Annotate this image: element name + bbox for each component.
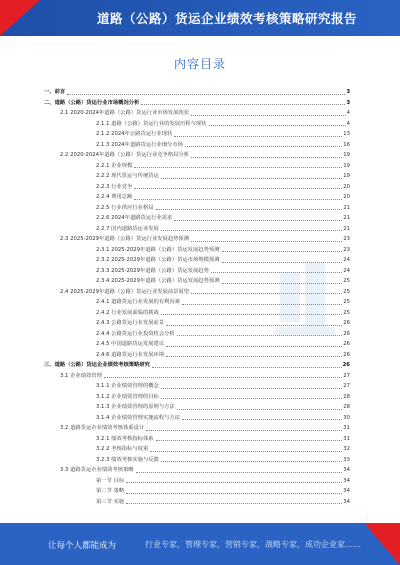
toc-entry-title: 2.4.2 行业发展面临的挑战 <box>96 309 159 316</box>
toc-entry-page: 28 <box>343 404 350 410</box>
toc-entry-title: 3.1.3 企业绩效管理的原则与方法 <box>96 404 175 410</box>
toc-leader-dots <box>126 493 342 494</box>
toc-entry-title: 一、前言 <box>44 89 66 95</box>
toc-entry-page: 19 <box>343 173 350 179</box>
toc-entry[interactable] <box>96 246 350 254</box>
toc-entry-page: 30 <box>343 414 350 421</box>
toc-entry-title: 3.2.3 绩效考核实施与反馈 <box>96 456 159 463</box>
toc-entry-page: 28 <box>343 393 350 400</box>
toc-entry[interactable] <box>96 214 350 222</box>
toc-entry-page: 21 <box>343 225 350 232</box>
toc-entry[interactable] <box>96 141 350 149</box>
toc-entry[interactable] <box>96 193 350 201</box>
toc-entry-page: 20 <box>343 194 350 200</box>
toc-entry[interactable] <box>96 393 350 401</box>
toc-entry[interactable] <box>60 288 350 296</box>
toc-entry-page: 4 <box>346 110 350 116</box>
toc-leader-dots <box>182 419 342 420</box>
toc-entry[interactable] <box>96 267 350 275</box>
toc-entry-title: 3.1.1 企业绩效管理的概念 <box>96 383 159 389</box>
toc-entry-title: 2.2.3 行业竞争 <box>96 183 133 190</box>
toc-entry-page: 24 <box>343 257 350 263</box>
toc-entry-title: 2.3 2025-2029年道路（公路）货运行业发展趋势预测 <box>60 236 190 242</box>
toc-entry[interactable] <box>44 361 350 369</box>
toc-leader-dots <box>191 115 346 116</box>
toc-entry-title: 3.2.1 绩效考核指标体系 <box>96 435 154 442</box>
toc-leader-dots <box>136 472 343 473</box>
toc-entry-page: 34 <box>343 488 350 494</box>
toc-entry-title: 2.4 2025-2029年道路（公路）货运行业发展前景展望 <box>60 288 190 295</box>
toc-entry-title: 第二节 策略 <box>96 488 125 494</box>
report-title: 道路（公路）货运企业绩效考核策略研究报告 <box>96 11 357 26</box>
toc-entry-page: 26 <box>343 341 350 347</box>
toc-leader-dots <box>222 251 343 252</box>
toc-entry-page: 3 <box>346 89 350 95</box>
toc-entry[interactable] <box>96 319 350 327</box>
toc-entry-title: 2.2.5 行业供应行业格局 <box>96 204 154 211</box>
footer-red-accent <box>364 523 400 565</box>
toc-leader-dots <box>126 503 342 504</box>
toc-entry[interactable] <box>96 435 350 443</box>
toc-entry-page: 26 <box>343 351 350 358</box>
toc-entry-page: 34 <box>343 477 350 484</box>
footer-banner <box>0 523 400 565</box>
toc-entry-title: 第三节 实施 <box>96 498 125 505</box>
toc-leader-dots <box>134 188 342 189</box>
toc-entry-page: 33 <box>343 456 350 463</box>
toc-entry-page: 27 <box>343 383 350 389</box>
toc-entry-title: 2.2.1 企业规模 <box>96 162 133 169</box>
toc-entry-page: 25 <box>343 288 350 295</box>
toc-entry-page: 21 <box>343 215 350 221</box>
toc-leader-dots <box>150 451 342 452</box>
toc-leader-dots <box>182 304 342 305</box>
header-banner <box>0 0 400 36</box>
toc-entry[interactable] <box>60 151 350 159</box>
toc-entry-title: 3.3 道路货运企业绩效考核策略 <box>60 467 134 473</box>
toc-entry-page: 13 <box>343 131 350 137</box>
toc-entry-title: 3.1.2 企业绩效管理的目标 <box>96 393 159 400</box>
toc-entry-title: 2.3.3 2025-2029年道路（公路）货运发展趋势 <box>96 267 209 274</box>
toc-entry-page: 23 <box>343 246 350 253</box>
toc-entry-title: 第一节 目标 <box>96 477 125 484</box>
toc-entry[interactable] <box>96 456 350 464</box>
toc-leader-dots <box>191 241 342 242</box>
toc-entry-title: 2.3.1 2025-2029年道路（公路）货运发展趋势预测 <box>96 246 220 253</box>
toc-entry-title: 2.1.3 2024年道路货运行业细分市场 <box>96 141 183 148</box>
toc-leader-dots <box>156 440 343 441</box>
toc-entry[interactable] <box>96 183 350 191</box>
toc-entry-title: 2.3.2 2025-2029年道路（公路）货运市场规模预测 <box>96 257 220 263</box>
toc-leader-dots <box>67 94 345 95</box>
toc-entry[interactable] <box>96 498 350 506</box>
toc-entry[interactable] <box>96 340 350 348</box>
toc-leader-dots <box>134 199 342 200</box>
toc-leader-dots <box>104 377 342 378</box>
toc-entry[interactable] <box>96 256 350 264</box>
toc-entry[interactable] <box>96 204 350 212</box>
toc-entry[interactable] <box>96 172 350 180</box>
toc-entry-page: 25 <box>343 278 350 284</box>
toc-entry-title: 2.4.1 道路货运行业发展的有利因素 <box>96 299 181 305</box>
toc-heading: 内容目录 <box>173 57 226 71</box>
toc-leader-dots <box>222 262 343 263</box>
toc-leader-dots <box>191 157 342 158</box>
toc-entry-title: 二、道路（公路）货运行业市场概况分析 <box>44 99 140 106</box>
toc-entry-title: 2.4.5 中国道路货运发展建议 <box>96 341 165 347</box>
toc-entry-title: 2.1.2 2024年公路货运行业现状 <box>96 131 173 137</box>
toc-entry-page: 19 <box>343 162 350 169</box>
toc-entry[interactable] <box>96 225 350 233</box>
toc-entry-page: 26 <box>343 320 350 326</box>
toc-leader-dots <box>177 335 343 336</box>
toc-entry-page: 4 <box>346 120 350 127</box>
toc-leader-dots <box>222 283 343 284</box>
toc-entry[interactable] <box>44 99 350 107</box>
toc-entry-page: 3 <box>346 99 350 106</box>
toc-entry-page: 25 <box>343 299 350 305</box>
toc-entry[interactable] <box>96 445 350 453</box>
toc-entry-page: 20 <box>343 183 350 190</box>
toc-entry-title: 2.4.3 公路货运行业发展前景 <box>96 320 165 326</box>
toc-leader-dots <box>161 461 342 462</box>
toc-entry[interactable] <box>44 88 350 96</box>
toc-leader-dots <box>191 293 342 294</box>
toc-entry[interactable] <box>96 382 350 390</box>
toc-entry-page: 19 <box>343 152 350 158</box>
toc-entry[interactable] <box>60 466 350 474</box>
toc-leader-dots <box>134 167 342 168</box>
toc-entry[interactable] <box>96 477 350 485</box>
toc-entry[interactable] <box>60 109 350 117</box>
toc-leader-dots <box>166 325 342 326</box>
toc-leader-dots <box>177 409 343 410</box>
toc-leader-dots <box>141 104 345 105</box>
header-red-accent <box>0 0 40 36</box>
toc-entry[interactable] <box>96 414 350 422</box>
toc-entry-page: 31 <box>343 435 350 442</box>
toc-entry[interactable] <box>96 403 350 411</box>
toc-entry-page: 26 <box>342 362 350 368</box>
toc-leader-dots <box>161 314 342 315</box>
toc-leader-dots <box>166 356 342 357</box>
toc-entry[interactable] <box>96 309 350 317</box>
toc-entry-page: 34 <box>343 498 350 505</box>
toc-entry-page: 34 <box>343 467 350 473</box>
toc-leader-dots <box>161 388 342 389</box>
toc-leader-dots <box>185 146 342 147</box>
toc-entry-title: 2.2.6 2024年道路货运行业需求 <box>96 215 173 221</box>
toc-leader-dots <box>161 230 342 231</box>
toc-entry[interactable] <box>96 351 350 359</box>
toc-entry[interactable] <box>96 298 350 306</box>
toc-entry-title: 2.2.4 费用总额 <box>96 194 133 200</box>
toc-entry[interactable] <box>60 372 350 380</box>
footer-tags: 行业专家，管理专家，营销专家，战略专家，成功企业家…… <box>145 540 361 549</box>
toc-entry-page: 21 <box>343 204 350 211</box>
toc-entry-title: 3.1 企业绩效管理 <box>60 372 102 379</box>
toc-leader-dots <box>209 125 346 126</box>
toc-entry[interactable] <box>96 130 350 138</box>
toc-entry-title: 2.4.4 公路货运行业投资机会分析 <box>96 330 175 337</box>
toc-entry-page: 26 <box>343 330 350 337</box>
toc-leader-dots <box>146 430 342 431</box>
toc-entry-title: 2.2.2 现代货运与传统货运 <box>96 173 159 179</box>
toc-entry[interactable] <box>60 424 350 432</box>
toc-entry-title: 2.2 2020-2024年道路（公路）货运行业竞争格局分析 <box>60 152 190 158</box>
toc-leader-dots <box>174 220 342 221</box>
toc-entry-page: 23 <box>343 236 350 242</box>
toc-entry-page: 31 <box>343 425 350 431</box>
toc-entry-title: 三、道路（公路）货运企业绩效考核策略研究 <box>44 362 150 368</box>
toc-entry[interactable] <box>60 235 350 243</box>
toc-entry-title: 2.1.1 道路（公路）货运行业的发展历程与现状 <box>96 120 207 127</box>
toc-entry-title: 3.1.4 企业绩效管理实施流程与方法 <box>96 414 181 421</box>
toc-leader-dots <box>126 482 342 483</box>
toc-entry-title: 2.2.7 国内道路货运业发展 <box>96 225 159 232</box>
footer-slogan: 让每个人都能成为 <box>48 541 117 551</box>
toc-leader-dots <box>211 272 342 273</box>
toc-entry[interactable] <box>96 277 350 285</box>
toc-entry-title: 2.1 2020-2024年道路（公路）货运行业市场发展现状 <box>60 110 190 116</box>
toc-entry[interactable] <box>96 487 350 495</box>
toc-entry-title: 3.2.2 考核指标与权重 <box>96 446 149 452</box>
toc-entry-page: 32 <box>343 446 350 452</box>
toc-entry-title: 2.4.6 道路货运行业发展环境 <box>96 351 165 358</box>
toc-entry-title: 2.3.4 2025-2029年道路（公路）货运发展趋势预测 <box>96 278 220 284</box>
toc-entry[interactable] <box>96 120 350 128</box>
toc-entry[interactable] <box>96 162 350 170</box>
toc-leader-dots <box>166 346 342 347</box>
toc-leader-dots <box>161 398 342 399</box>
toc-leader-dots <box>152 367 342 368</box>
toc-entry-page: 27 <box>343 372 350 379</box>
toc-entry[interactable] <box>96 330 350 338</box>
toc-entry-page: 25 <box>343 309 350 316</box>
toc-entry-page: 24 <box>343 267 350 274</box>
toc-leader-dots <box>174 136 342 137</box>
toc-leader-dots <box>161 178 342 179</box>
toc-entry-page: 16 <box>343 141 350 148</box>
toc-leader-dots <box>156 209 343 210</box>
toc-entry-title: 3.2 道路货运企业绩效考核体系设计 <box>60 425 145 431</box>
